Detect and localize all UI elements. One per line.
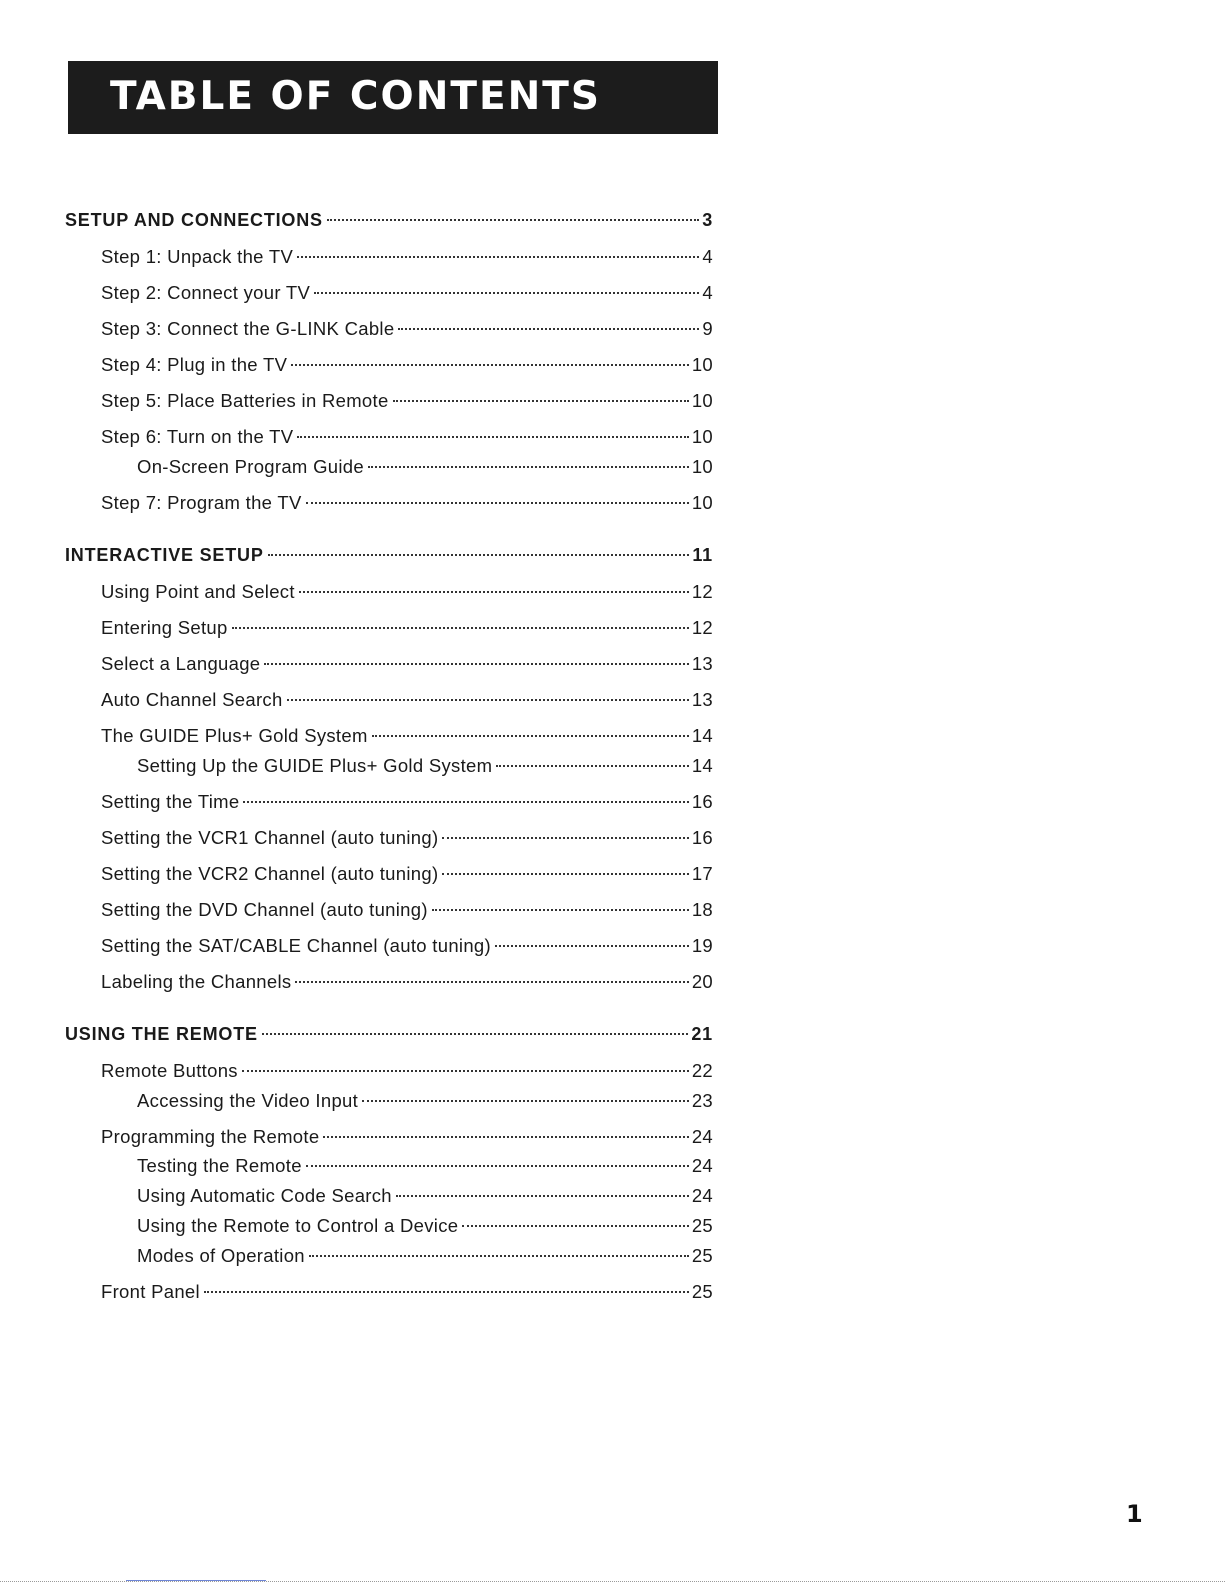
toc-entry-label: Setting the DVD Channel (auto tuning) [101,899,428,920]
toc-page-number: 10 [691,390,713,411]
toc-entry-label: Step 6: Turn on the TV [101,426,294,447]
dot-leader [496,765,688,767]
toc-page-number: 14 [691,725,713,746]
toc-entry-label: Auto Channel Search [101,689,283,710]
toc-entry-label: Step 7: Program the TV [101,492,302,513]
toc-page-number: 10 [691,426,713,447]
toc-page-number: 23 [691,1090,713,1111]
page-title: TABLE OF CONTENTS [110,74,601,119]
toc-page-number: 13 [691,689,713,710]
toc-page-number: 18 [691,899,713,920]
dot-leader [309,1255,689,1257]
toc-subentry[interactable] [137,752,713,780]
toc-page-number: 16 [691,827,713,848]
title-banner [68,61,718,134]
toc-entry-label: Remote Buttons [101,1060,238,1081]
dot-leader [393,400,689,402]
toc-entry[interactable] [101,932,713,960]
toc-entry-label: INTERACTIVE SETUP [65,545,264,565]
toc-entry-label: Step 4: Plug in the TV [101,354,288,375]
toc-entry-label: Step 1: Unpack the TV [101,246,294,267]
dot-leader [299,591,689,593]
toc-entry[interactable] [101,578,713,606]
toc-entry[interactable] [101,686,713,714]
dot-leader [242,1070,689,1072]
toc-page-number: 12 [691,581,713,602]
toc-subentry[interactable] [137,453,713,481]
toc-entry-label: Labeling the Channels [101,971,292,992]
toc-page-number: 24 [691,1126,713,1147]
dot-leader [287,699,689,701]
toc-page-number: 19 [691,935,713,956]
dot-leader [432,909,689,911]
toc-entry-label: Modes of Operation [137,1245,305,1266]
dot-leader [297,256,699,258]
dot-leader [295,981,688,983]
toc-page-number: 9 [702,318,713,339]
toc-entry[interactable] [101,968,713,996]
toc-page-number: 20 [691,971,713,992]
toc-page-number: 25 [691,1245,713,1266]
toc-entry[interactable] [101,489,713,517]
toc-entry-label: Programming the Remote [101,1126,320,1147]
dot-leader [368,466,689,468]
toc-entry-label: Accessing the Video Input [137,1090,359,1111]
toc-page-number: 10 [691,354,713,375]
dot-leader [398,328,699,330]
toc-page-number: 24 [691,1155,713,1176]
dot-leader [262,1033,689,1035]
toc-entry[interactable] [101,243,713,271]
toc-page-number: 25 [691,1215,713,1236]
dot-leader [442,837,688,839]
toc-entry[interactable] [101,650,713,678]
bottom-scan-rule [0,1581,1225,1582]
toc-subentry[interactable] [137,1152,713,1180]
toc-entry[interactable] [101,722,713,750]
toc-page-number: 21 [691,1024,713,1044]
dot-leader [297,436,688,438]
toc-entry-label: SETUP AND CONNECTIONS [65,210,323,230]
dot-leader [232,627,689,629]
toc-entry-label: Using the Remote to Control a Device [137,1215,459,1236]
toc-entry[interactable] [101,896,713,924]
toc-entry-label: Step 5: Place Batteries in Remote [101,390,389,411]
toc-entry-label: Select a Language [101,653,261,674]
toc-section-heading[interactable] [65,1020,713,1048]
toc-page-number: 25 [691,1281,713,1302]
toc-entry-label: Setting the SAT/CABLE Channel (auto tuning) [101,935,491,956]
toc-entry[interactable] [101,279,713,307]
toc-entry-label: Testing the Remote [137,1155,302,1176]
bottom-link-mark [126,1580,266,1581]
dot-leader [462,1225,688,1227]
toc-entry[interactable] [101,1057,713,1085]
toc-page-number: 11 [692,545,713,565]
dot-leader [306,502,689,504]
toc-entry-label: Setting the VCR2 Channel (auto tuning) [101,863,439,884]
toc-entry-label: Entering Setup [101,617,228,638]
toc-section-heading[interactable] [65,206,713,234]
toc-entry-label: Using Automatic Code Search [137,1185,392,1206]
toc-page-number: 10 [691,456,713,477]
toc-page-number: 22 [691,1060,713,1081]
toc-page-number: 12 [691,617,713,638]
toc-entry-label: On-Screen Program Guide [137,456,364,477]
dot-leader [442,873,688,875]
toc-page-number: 13 [691,653,713,674]
toc-entry[interactable] [101,423,713,451]
dot-leader [362,1100,689,1102]
toc-entry[interactable] [101,860,713,888]
toc-entry-label: Step 2: Connect your TV [101,282,311,303]
dot-leader [323,1136,688,1138]
toc-entry-label: Setting the Time [101,791,240,812]
toc-page-number: 14 [691,755,713,776]
dot-leader [396,1195,689,1197]
toc-page-number: 4 [702,246,713,267]
toc-entry[interactable] [101,788,713,816]
toc-entry-label: USING THE REMOTE [65,1024,258,1044]
dot-leader [327,219,699,221]
dot-leader [243,801,688,803]
toc-page-number: 3 [702,210,713,230]
toc-page-number: 24 [691,1185,713,1206]
toc-subentry[interactable] [137,1182,713,1210]
toc-page-number: 10 [691,492,713,513]
toc-entry[interactable] [101,824,713,852]
dot-leader [291,364,689,366]
dot-leader [204,1291,689,1293]
toc-subentry[interactable] [137,1242,713,1270]
toc-entry-label: Using Point and Select [101,581,295,602]
toc-entry-label: The GUIDE Plus+ Gold System [101,725,368,746]
toc-page-number: 4 [702,282,713,303]
toc-section-heading[interactable] [65,541,713,569]
toc-entry-label: Front Panel [101,1281,200,1302]
dot-leader [495,945,689,947]
dot-leader [314,292,699,294]
dot-leader [372,735,689,737]
toc-entry-label: Setting Up the GUIDE Plus+ Gold System [137,755,493,776]
toc-subentry[interactable] [137,1212,713,1240]
toc-entry-label: Step 3: Connect the G-LINK Cable [101,318,395,339]
toc-entry[interactable] [101,1278,713,1306]
toc-entry[interactable] [101,315,713,343]
toc-entry[interactable] [101,1123,713,1151]
toc-entry[interactable] [101,387,713,415]
dot-leader [268,554,690,556]
page-number: 1 [1126,1500,1143,1528]
toc-entry-label: Setting the VCR1 Channel (auto tuning) [101,827,439,848]
dot-leader [264,663,688,665]
toc-page-number: 17 [691,863,713,884]
toc-entry[interactable] [101,351,713,379]
toc-page-number: 16 [691,791,713,812]
toc-entry[interactable] [101,614,713,642]
dot-leader [306,1165,689,1167]
toc-subentry[interactable] [137,1087,713,1115]
